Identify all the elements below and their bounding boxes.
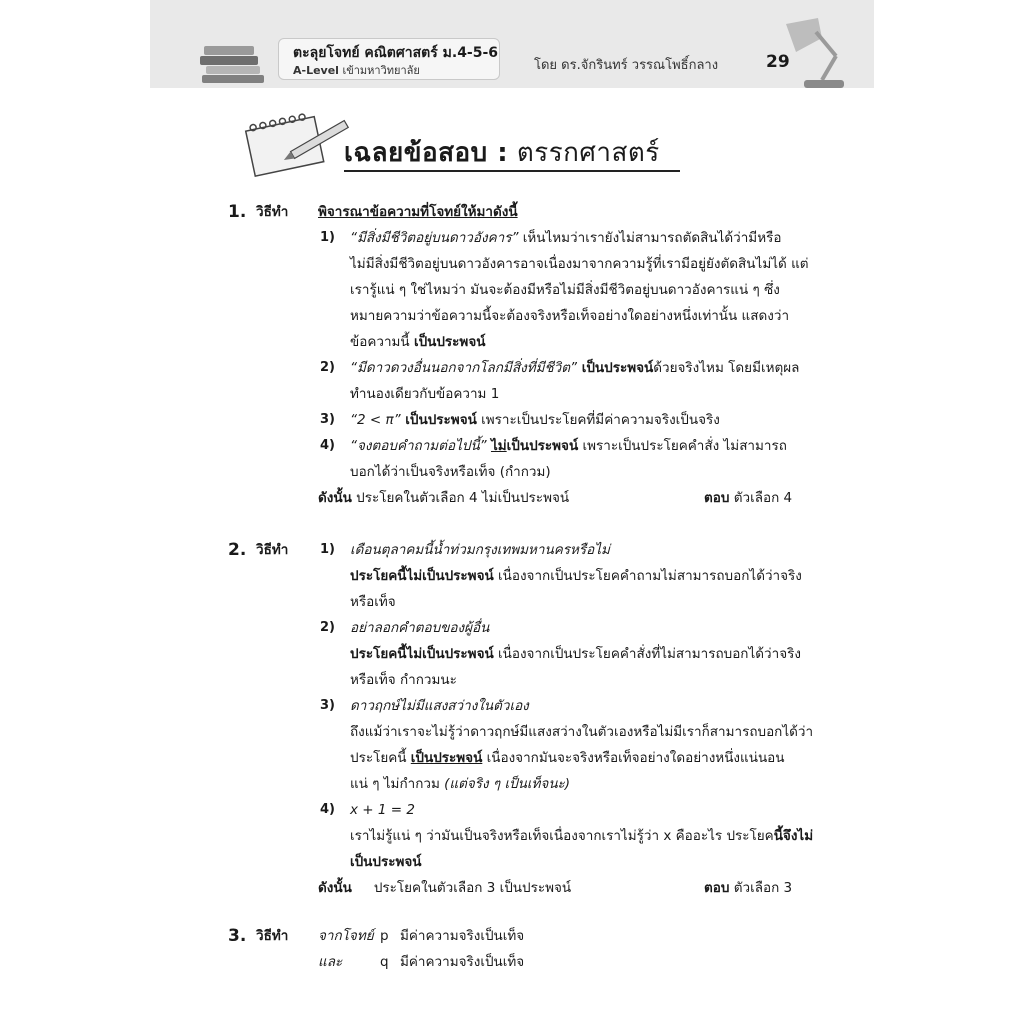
author-line: โดย ดร.จักรินทร์ วรรณโพธิ์กลาง [534,58,719,73]
book-subtitle-text: เข้ามหาวิทยาลัย [342,64,420,77]
bold-verdict: เป็นประพจน์ [577,360,654,376]
italic-lead: จากโจทย์ [318,928,374,944]
q1-item1-line1 [350,226,781,250]
book-title-box [278,38,500,80]
answer-keyword: ตอบ [704,880,730,896]
item-number: 3) [320,412,335,427]
quoted-statement: “2 < π” [350,412,401,428]
conclusion-keyword: ดังนั้น [318,880,352,896]
page-number: 29 [766,52,790,72]
q1-item2-line2: ทำนองเดียวกับข้อความ 1 [350,386,500,402]
q3-row2 [318,950,524,974]
text-span: ประโยคในตัวเลือก 3 เป็นประพจน์ [373,880,572,896]
q1-conclusion [318,486,569,510]
section-title-keyword: เฉลยข้อสอบ : [344,138,509,168]
q1-answer [704,486,792,510]
bold-verdict: เป็นประพจน์ [506,438,579,454]
solution-label: วิธีทำ [256,204,289,220]
q1-item3-line1 [350,408,720,432]
question-number: 1. [228,202,247,222]
q1-intro [318,200,518,224]
q1-intro-text: พิจารณาข้อความที่โจทย์ให้มาดังนี้ [318,204,518,220]
item-number: 1) [320,230,335,245]
variable: q [380,954,389,970]
text-span: ประโยคในตัวเลือก 4 ไม่เป็นประพจน์ [351,490,570,506]
text-span: มีค่าความจริงเป็นเท็จ [400,954,525,970]
book-subtitle [293,61,420,79]
q2-item4-line2 [350,850,422,874]
italic-equation: x + 1 = 2 [350,802,415,818]
section-title [344,132,660,173]
page-header [150,0,874,88]
italic-note: (แต่จริง ๆ เป็นเท็จนะ) [444,776,571,792]
q2-item3-line1: ถึงแม้ว่าเราจะไม่รู้ว่าดาวฤกษ์มีแสงสว่างในตัวเองหรือไม่มีเราก็สามารถบอกได้ว่า [350,724,814,740]
text-span: ประโยคนี้ [350,750,411,766]
text-span: ข้อความนี้ [350,334,414,350]
q2-item1-statement [350,538,610,562]
item-number: 4) [320,438,335,453]
q2-answer [704,876,792,900]
q1-item4-line2: บอกได้ว่าเป็นจริงหรือเท็จ (กำกวม) [350,464,551,480]
q2-item2-line1 [350,642,801,666]
text-span: ด้วยจริงไหม โดยมีเหตุผล [653,360,800,376]
q2-item3-statement [350,694,529,718]
text-span: มีค่าความจริงเป็นเท็จ [400,928,525,944]
underlined-not: ไม่ [490,438,507,454]
item-number: 2) [320,620,335,635]
answer-keyword: ตอบ [704,490,730,506]
quoted-statement: “มีสิ่งมีชีวิตอยู่บนดาวอังคาร” [350,230,519,246]
item-number: 3) [320,698,335,713]
text-span: เพราะเป็นประโยคที่มีค่าความจริงเป็นจริง [476,412,720,428]
title-underline [344,170,680,172]
question-number: 2. [228,540,247,560]
section-title-topic: ตรรกศาสตร์ [508,138,660,168]
q1-item1-line2: ไม่มีสิ่งมีชีวิตอยู่บนดาวอังคารอาจเนื่องมาจากความรู้ที่เรามีอยู่ยังตัดสินไม่ได้ แต่ [350,256,809,272]
bold-verdict: เป็นประพจน์ [350,854,422,870]
italic-statement: อย่าลอกคำตอบของผู้อื่น [350,620,490,636]
bold-verdict: ประโยคนี้ไม่เป็นประพจน์ [350,568,494,584]
quoted-statement: “มีดาวดวงอื่นนอกจากโลกมีสิ่งที่มีชีวิต” [350,360,578,376]
book-level: A-Level [293,64,339,77]
q1-item1-line3: เรารู้แน่ ๆ ใช่ไหมว่า มันจะต้องมีหรือไม่มีสิ่งมีชีวิตอยู่บนดาวอังคารแน่ ๆ ซึ่ง [350,282,780,298]
bold-verdict: เป็นประพจน์ [413,334,486,350]
solution-label: วิธีทำ [256,542,289,558]
item-number: 4) [320,802,335,817]
solution-label: วิธีทำ [256,928,289,944]
text-span: แน่ ๆ ไม่กำกวม [350,776,445,792]
q1-item1-line5 [350,330,485,354]
q2-conclusion [318,876,571,900]
book-title: ตะลุยโจทย์ คณิตศาสตร์ ม.4-5-6 [293,45,499,61]
text-span: เนื่องจากมันจะจริงหรือเท็จอย่างใดอย่างหนึ่งแน่นอน [482,750,785,766]
q3-row1 [318,924,524,948]
q1-item1-line4: หมายความว่าข้อความนี้จะต้องจริงหรือเท็จอย่างใดอย่างหนึ่งเท่านั้น แสดงว่า [350,308,790,324]
item-number: 1) [320,542,335,557]
bold-verdict: ประโยคนี้ไม่เป็นประพจน์ [350,646,494,662]
desk-lamp-icon [778,16,858,90]
italic-lead: และ [318,954,343,970]
answer-choice: ตัวเลือก 3 [729,880,793,896]
question-number: 3. [228,926,247,946]
text-span: เห็นไหมว่าเรายังไม่สามารถตัดสินได้ว่ามีหรือ [518,230,782,246]
q2-item2-statement [350,616,489,640]
quoted-statement: “จงตอบคำถามต่อไปนี้” [350,438,487,454]
italic-statement: ดาวฤกษ์ไม่มีแสงสว่างในตัวเอง [350,698,529,714]
item-number: 2) [320,360,335,375]
text-span: เนื่องจากเป็นประโยคคำถามไม่สามารถบอกได้ว่าจริง [493,568,802,584]
q2-item3-line3 [350,772,570,796]
q2-item3-line2 [350,746,785,770]
bold-verdict: เป็นประพจน์ [410,750,483,766]
text-span: เพราะเป็นประโยคคำสั่ง ไม่สามารถ [578,438,787,454]
text-span: เนื่องจากเป็นประโยคคำสั่งที่ไม่สามารถบอกได้ว่าจริง [493,646,801,662]
bold-verdict: เป็นประพจน์ [400,412,477,428]
books-icon [200,38,270,84]
q2-item2-line2: หรือเท็จ กำกวมนะ [350,672,457,688]
bold-verdict: นี้จึงไม่ [773,828,814,844]
q2-item1-line1 [350,564,802,588]
q1-item4-line1 [350,434,787,458]
q2-item1-line2: หรือเท็จ [350,594,396,610]
q2-item4-line1 [350,824,813,848]
text-span: เราไม่รู้แน่ ๆ ว่ามันเป็นจริงหรือเท็จเนื่องจากเราไม่รู้ว่า x คืออะไร ประโยค [350,828,774,844]
q1-item2-line1 [350,356,799,380]
variable: p [380,928,389,944]
answer-choice: ตัวเลือก 4 [729,490,793,506]
textbook-page [150,0,874,1024]
conclusion-keyword: ดังนั้น [318,490,352,506]
q2-item4-statement [350,798,415,822]
italic-statement: เดือนตุลาคมนี้น้ำท่วมกรุงเทพมหานครหรือไม่ [350,542,610,558]
notepad-pencil-icon [242,108,354,182]
